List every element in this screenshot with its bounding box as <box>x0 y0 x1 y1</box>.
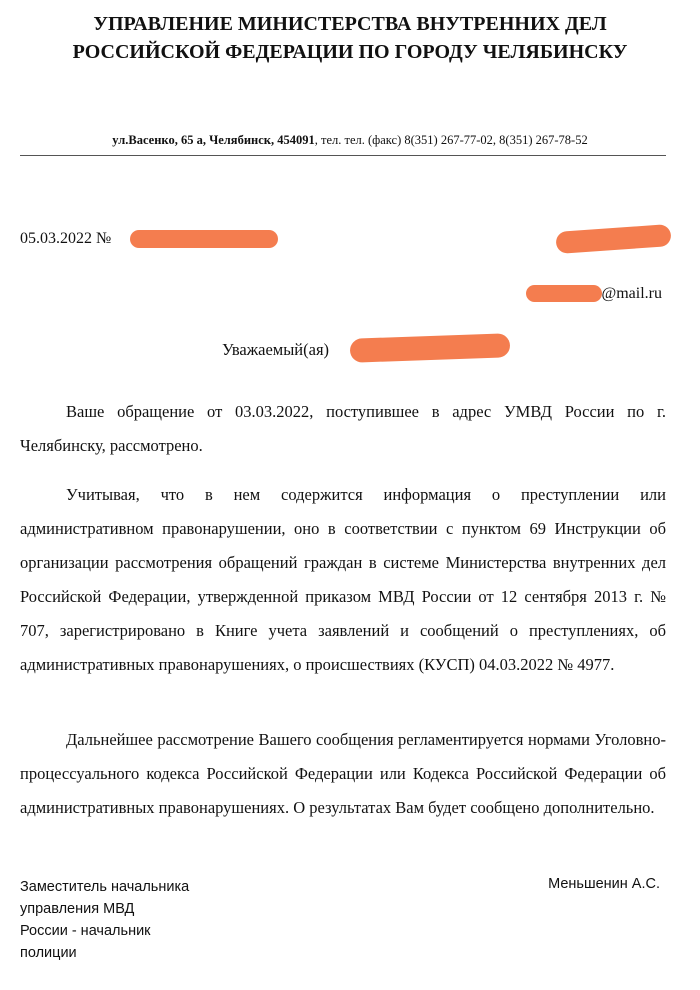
signatory-title-line-3: России - начальник <box>20 923 151 939</box>
header-divider <box>20 155 666 156</box>
redaction-name <box>350 333 511 363</box>
signatory-title-line-4: полиции <box>20 945 77 961</box>
address-phones: , тел. тел. (факс) 8(351) 267-77-02, 8(351) 267-78-52 <box>314 133 588 147</box>
paragraph-3-text: Дальнейшее рассмотрение Вашего сообщения регламентируется нормами Уголовно-процессуального кодекса Российской Федерации или Кодекса Российской Федерации об административных правонарушениях. О результатах Вам будет сообщено дополнительно. <box>20 730 666 817</box>
address-line <box>0 133 700 148</box>
address-street: ул.Васенко, 65 а, Челябинск, 454091 <box>112 133 315 147</box>
recipient-email: @mail.ru <box>601 285 662 302</box>
paragraph-2-text: Учитывая, что в нем содержится информация о преступлении или административном правонарушении, оно в соответствии с пунктом 69 Инструкции об организации рассмотрения обращений граждан в системе Министерства внутренних дел Российской Федерации, утвержденной приказом МВД России от 12 сентября 2013 г. № 707, зарегистрировано в Книге учета заявлений и сообщений о преступлениях, об административных правонарушениях, о происшествиях (КУСП) 04.03.2022 № 4977. <box>20 485 666 674</box>
letterhead <box>0 10 700 66</box>
letterhead-line-1: УПРАВЛЕНИЕ МИНИСТЕРСТВА ВНУТРЕННИХ ДЕЛ <box>93 13 607 35</box>
paragraph-2 <box>20 478 666 682</box>
redaction-email <box>526 285 602 302</box>
letterhead-line-2: РОССИЙСКОЙ ФЕДЕРАЦИИ ПО ГОРОДУ ЧЕЛЯБИНСКУ <box>72 41 628 63</box>
paragraph-1-text: Ваше обращение от 03.03.2022, поступившее в адрес УМВД России по г. Челябинску, рассмотрено. <box>20 402 666 455</box>
redaction-number <box>130 230 278 248</box>
paragraph-3 <box>20 723 666 825</box>
signatory-title-line-1: Заместитель начальника <box>20 879 190 895</box>
signatory-title <box>20 876 220 964</box>
signatory-name: Меньшенин А.С. <box>548 876 660 892</box>
redaction-recipient <box>555 224 671 254</box>
paragraph-1 <box>20 395 666 463</box>
signatory-title-line-2: управления МВД <box>20 901 135 917</box>
greeting: Уважаемый(ая) <box>222 340 330 359</box>
date-number-line: 05.03.2022 № <box>20 230 112 247</box>
